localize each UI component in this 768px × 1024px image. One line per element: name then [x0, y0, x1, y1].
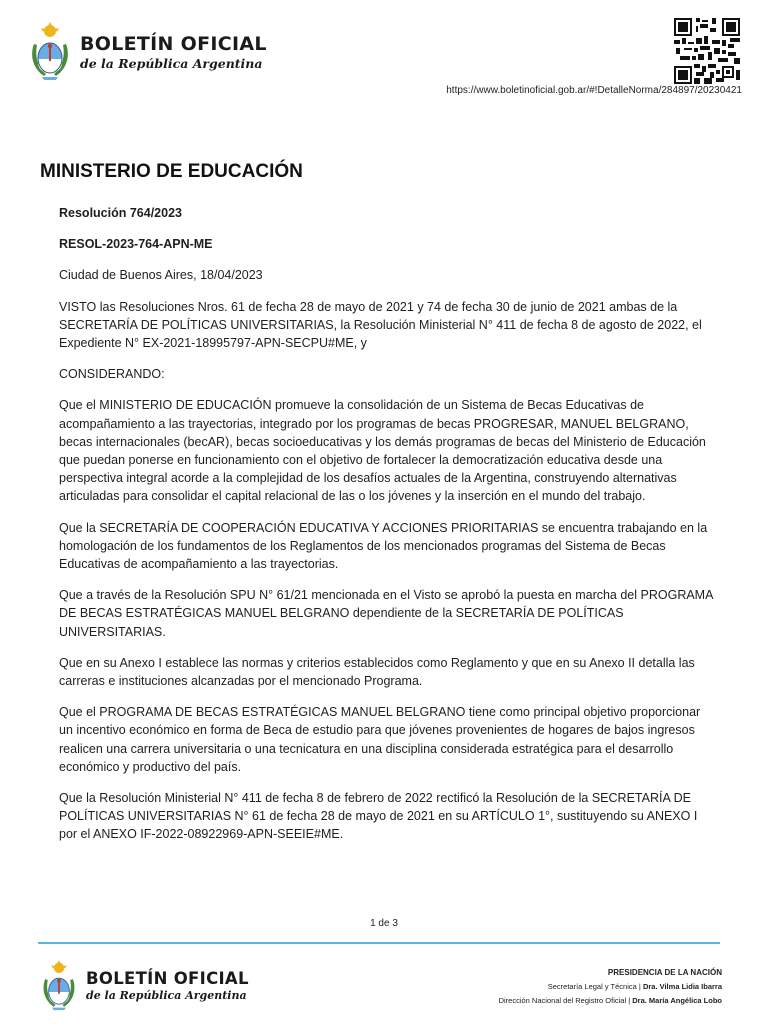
paragraph: Que en su Anexo I establece las normas y criterios establecidos como Reglamento y que en su Anexo II detalla las carreras e instituciones alcanzadas por el mencionado Programa.	[59, 655, 695, 689]
coat-of-arms-icon	[40, 960, 78, 1012]
qr-code-icon	[674, 18, 740, 84]
footer-logo	[40, 960, 249, 1012]
presidency-label: PRESIDENCIA DE LA NACIÓN	[607, 968, 722, 977]
brand-subtitle: de la República Argentina	[80, 55, 263, 71]
secretariat-office: Secretaría Legal y Técnica	[547, 982, 637, 991]
footer-brand-title: BOLETÍN OFICIAL	[86, 969, 249, 988]
paragraph: Que la SECRETARÍA DE COOPERACIÓN EDUCATIVA Y ACCIONES PRIORITARIAS se encuentra trabajando en la homologación de los fundamentos de los Reglamentos de los mencionados programas del Sistema de Becas Educativas de acompañamiento a las trayectorias.	[59, 520, 708, 572]
registry-office: Dirección Nacional del Registro Oficial	[498, 996, 627, 1005]
paragraph: Que la Resolución Ministerial N° 411 de fecha 8 de febrero de 2022 rectificó la Resolución de la SECRETARÍA DE POLÍTICAS UNIVERSITARIAS N° 61 de fecha 28 de mayo de 2021 en su ARTÍCULO 1°, sustituyendo su ANEXO I por el ANEXO IF-2022-08922969-APN-SEEIE#ME.	[59, 791, 698, 842]
paragraph: Que a través de la Resolución SPU N° 61/21 mencionada en el Visto se aprobó la puesta en marcha del PROGRAMA DE BECAS ESTRATÉGICAS MANUEL BELGRANO dependiente de la SECRETARÍA DE POLÍTICAS UNIVERSITARIAS.	[59, 588, 713, 639]
document-body	[59, 204, 715, 857]
ministry-heading: MINISTERIO DE EDUCACIÓN	[40, 161, 303, 182]
resolution-code: RESOL-2023-764-APN-ME	[59, 237, 213, 252]
footer-divider	[38, 942, 720, 944]
paragraph-considerando: CONSIDERANDO:	[59, 367, 165, 382]
place-date: Ciudad de Buenos Aires, 18/04/2023	[59, 268, 263, 283]
brand-title: BOLETÍN OFICIAL	[80, 32, 267, 55]
page-number: 1 de 3	[370, 918, 398, 929]
footer-line-2: Dirección Nacional del Registro Oficial | Dra. María Angélica Lobo	[498, 996, 722, 1005]
footer-brand-subtitle: de la República Argentina	[86, 989, 247, 1002]
registry-name: Dra. María Angélica Lobo	[632, 996, 722, 1005]
paragraph-visto: VISTO las Resoluciones Nros. 61 de fecha 28 de mayo de 2021 y 74 de fecha 30 de junio de 2021 ambas de la SECRETARÍA DE POLÍTICAS UNIVERSITARIAS, la Resolución Ministerial N° 411 de fecha 8 de agosto de 2022, el Expediente N° EX-2021-18995797-APN-SECPU#ME, y	[59, 299, 702, 351]
footer-line-1: Secretaría Legal y Técnica | Dra. Vilma Lidia Ibarra	[547, 982, 722, 991]
coat-of-arms-icon	[28, 22, 72, 82]
footer-credits	[499, 966, 722, 1008]
resolution-number: Resolución 764/2023	[59, 206, 182, 220]
paragraph: Que el MINISTERIO DE EDUCACIÓN promueve la consolidación de un Sistema de Becas Educativas de acompañamiento a las trayectorias, integrado por los programas de becas PROGRESAR, MANUEL BELGRANO, becas internacionales (becAR), becas socioeducativas y los demás programas de becas del Ministerio de Educación que puedan ponerse en funcionamiento con el objetivo de fortalecer la democratización educativa desde una perspectiva integral acorde a la complejidad de los desafíos actuales de la Argentina, construyendo alternativas articuladas para consolidar el capital relacional de las o los jóvenes y la inserción en el mundo del trabajo.	[59, 398, 706, 504]
paragraph: Que el PROGRAMA DE BECAS ESTRATÉGICAS MANUEL BELGRANO tiene como principal objetivo proporcionar un incentivo económico en forma de Beca de estudio para que jóvenes provenientes de hogares de bajos ingresos realicen una carrera universitaria o una tecnicatura en una disciplina considerada estratégica para el desarrollo económico y productivo del país.	[59, 705, 701, 774]
document-url: https://www.boletinoficial.gob.ar/#!DetalleNorma/284897/20230421	[446, 85, 742, 96]
secretariat-name: Dra. Vilma Lidia Ibarra	[642, 982, 722, 991]
header-logo	[28, 22, 267, 82]
